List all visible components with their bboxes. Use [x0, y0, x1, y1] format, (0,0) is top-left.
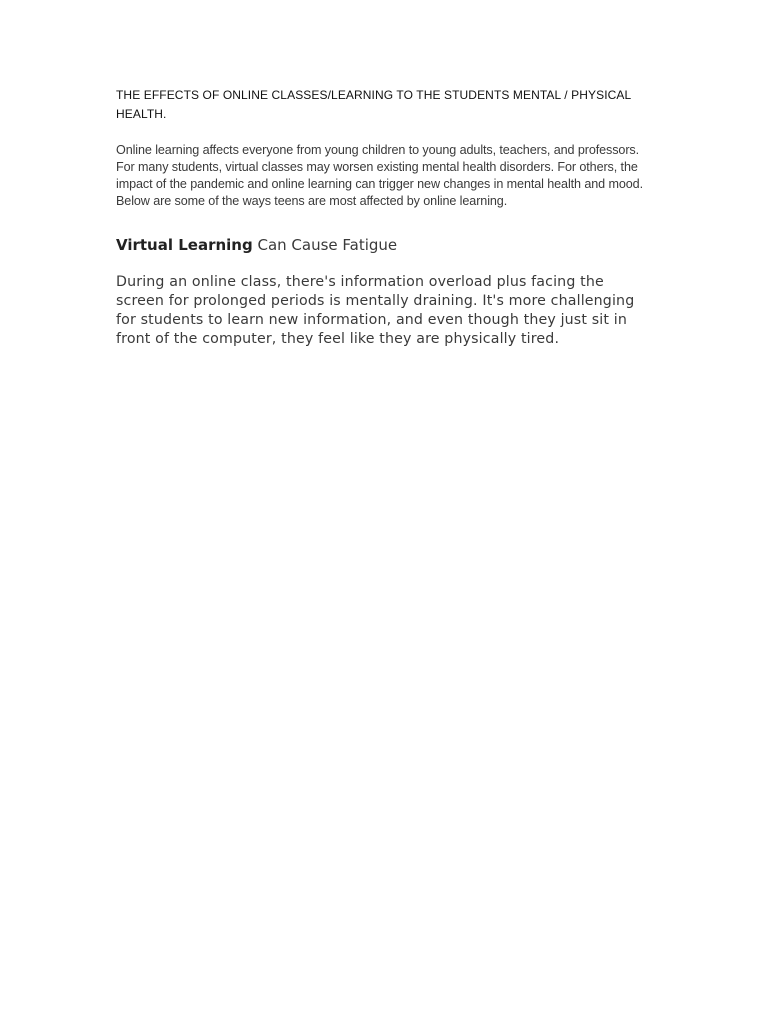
- section-heading: [116, 235, 656, 255]
- document-content: [116, 86, 656, 349]
- section-body-paragraph: During an online class, there's information overload plus facing the screen for prolonged periods is mentally draining. It's more challenging for students to learn new information, and even though they just sit in front of the computer, they feel like they are physically tired.: [116, 274, 635, 347]
- section-heading-rest: Can Cause Fatigue: [252, 236, 398, 254]
- section-heading-bold: Virtual Learning: [116, 236, 253, 254]
- intro-paragraph: Online learning affects everyone from young children to young adults, teachers, and professors. For many students, virtual classes may worsen existing mental health disorders. For others, the impact of the pandemic and online learning can trigger new changes in mental health and mood. Below are some of the ways teens are most affected by online learning.: [116, 143, 643, 208]
- document-title: THE EFFECTS OF ONLINE CLASSES/LEARNING TO THE STUDENTS MENTAL / PHYSICAL HEALTH.: [116, 88, 631, 121]
